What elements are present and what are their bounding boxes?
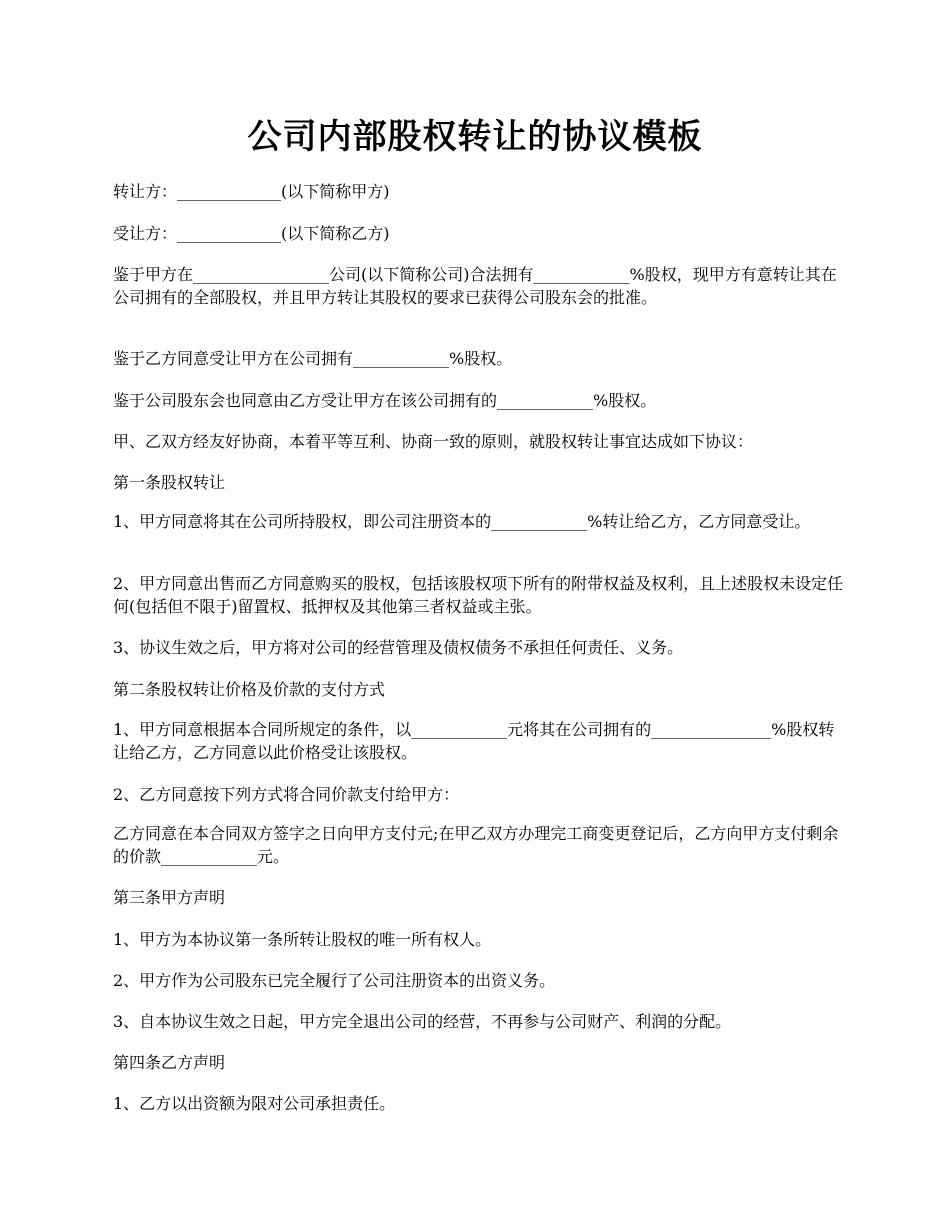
paragraph-agreement-intro: 甲、乙双方经友好协商，本着平等互利、协商一致的原则，就股权转让事宜达成如下协议：: [113, 432, 754, 451]
section-heading-4: 第四条乙方声明: [113, 1053, 226, 1072]
paragraph-recital-2: 鉴于乙方同意受让甲方在公司拥有____________%股权。: [113, 349, 513, 368]
clause-2-payment: 乙方同意在本合同双方签字之日向甲方支付元;在甲乙双方办理完工商变更登记后，乙方向甲方支付剩余的价款____________元。: [113, 824, 839, 866]
clause-3-1: 1、甲方为本协议第一条所转让股权的唯一所有权人。: [113, 930, 492, 949]
section-heading-1: 第一条股权转让: [113, 473, 226, 492]
clause-1-2: 2、甲方同意出售而乙方同意购买的股权，包括该股权项下所有的附带权益及权利，且上述股权未设定任何(包括但不限于)留置权、抵押权及其他第三者权益或主张。: [113, 574, 844, 616]
clause-1-1: 1、甲方同意将其在公司所持股权，即公司注册资本的____________%转让给乙方，乙方同意受让。: [113, 512, 811, 531]
paragraph-transferor: 转让方：_____________(以下简称甲方): [113, 182, 390, 201]
paragraph-transferee: 受让方：_____________(以下简称乙方): [113, 224, 390, 243]
paragraph-recital-3: 鉴于公司股东会也同意由乙方受让甲方在该公司拥有的____________%股权。: [113, 391, 657, 410]
paragraph-recital-1: 鉴于甲方在_________________公司(以下简称公司)合法拥有____________%股权，现甲方有意转让其在公司拥有的全部股权，并且甲方转让其股权的要求已获得公司股东会的批准。: [113, 265, 837, 307]
clause-3-3: 3、自本协议生效之日起，甲方完全退出公司的经营，不再参与公司财产、利润的分配。: [113, 1012, 732, 1031]
clause-2-2: 2、乙方同意按下列方式将合同价款支付给甲方：: [113, 785, 460, 804]
clause-4-1: 1、乙方以出资额为限对公司承担责任。: [113, 1094, 396, 1113]
clause-1-3: 3、协议生效之后，甲方将对公司的经营管理及债权债务不承担任何责任、义务。: [113, 638, 684, 657]
clause-2-1: 1、甲方同意根据本合同所规定的条件，以____________元将其在公司拥有的_______________%股权转让给乙方，乙方同意以此价格受让该股权。: [113, 720, 835, 762]
section-heading-3: 第三条甲方声明: [113, 888, 226, 907]
clause-3-2: 2、甲方作为公司股东已完全履行了公司注册资本的出资义务。: [113, 971, 556, 990]
section-heading-2: 第二条股权转让价格及价款的支付方式: [113, 680, 386, 699]
document-title: 公司内部股权转让的协议模板: [247, 117, 703, 157]
